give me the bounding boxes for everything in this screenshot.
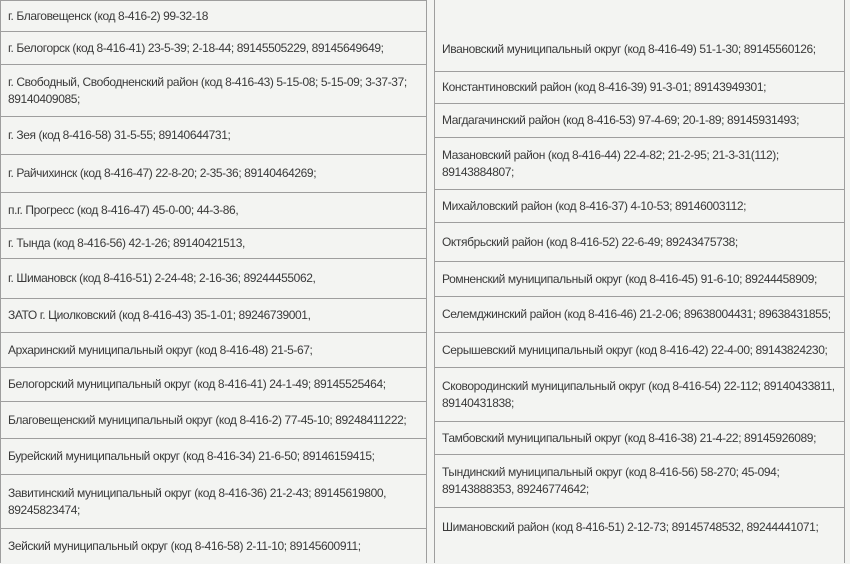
table-row: г. Белогорск (код 8-416-41) 23-5-39; 2-18-44; 89145505229, 89145649649; bbox=[1, 32, 426, 65]
table-row: г. Свободный, Свободненский район (код 8-416-43) 5-15-08; 5-15-09; 3-37-37; 89140409085; bbox=[1, 65, 426, 117]
phone-table-right-column bbox=[434, 0, 845, 563]
table-row: Магдагачинский район (код 8-416-53) 97-4-69; 20-1-89; 89145931493; bbox=[435, 104, 844, 138]
table-row: Архаринский муниципальный округ (код 8-416-48) 21-5-67; bbox=[1, 333, 426, 368]
table-row: п.г. Прогресс (код 8-416-47) 45-0-00; 44-3-86, bbox=[1, 193, 426, 229]
table-row: Михайловский район (код 8-416-37) 4-10-53; 89146003112; bbox=[435, 190, 844, 223]
table-row: Константиновский район (код 8-416-39) 91-3-01; 89143949301; bbox=[435, 72, 844, 104]
table-row: Серышевский муниципальный округ (код 8-416-42) 22-4-00; 89143824230; bbox=[435, 333, 844, 368]
table-row: г. Шимановск (код 8-416-51) 2-24-48; 2-16-36; 89244455062, bbox=[1, 259, 426, 299]
table-row: г. Благовещенск (код 8-416-2) 99-32-18 bbox=[1, 1, 426, 32]
table-row: Сковородинский муниципальный округ (код 8-416-54) 22-112; 89140433811, 89140431838; bbox=[435, 368, 844, 422]
table-row: Октябрьский район (код 8-416-52) 22-6-49; 89243475738; bbox=[435, 223, 844, 262]
table-row: Тамбовский муниципальный округ (код 8-416-38) 21-4-22; 89145926089; bbox=[435, 422, 844, 455]
table-row: г. Тында (код 8-416-56) 42-1-26; 89140421513, bbox=[1, 229, 426, 259]
table-row: Ромненский муниципальный округ (код 8-416-45) 91-6-10; 89244458909; bbox=[435, 262, 844, 297]
table-row: Тындинский муниципальный округ (код 8-416-56) 58-270; 45-094; 89143888353, 89246774642; bbox=[435, 455, 844, 508]
table-row: Селемджинский район (код 8-416-46) 21-2-06; 89638004431; 89638431855; bbox=[435, 297, 844, 333]
table-row: г. Райчихинск (код 8-416-47) 22-8-20; 2-35-36; 89140464269; bbox=[1, 155, 426, 193]
table-row: г. Зея (код 8-416-58) 31-5-55; 89140644731; bbox=[1, 117, 426, 155]
table-row: Белогорский муниципальный округ (код 8-416-41) 24-1-49; 89145525464; bbox=[1, 368, 426, 402]
table-row: Бурейский муниципальный округ (код 8-416-34) 21-6-50; 89146159415; bbox=[1, 439, 426, 475]
table-row: Благовещенский муниципальный округ (код 8-416-2) 77-45-10; 89248411222; bbox=[1, 402, 426, 439]
table-row: ЗАТО г. Циолковский (код 8-416-43) 35-1-01; 89246739001, bbox=[1, 299, 426, 333]
table-row: Завитинский муниципальный округ (код 8-416-36) 21-2-43; 89145619800, 89245823474; bbox=[1, 475, 426, 529]
table-row: Шимановский район (код 8-416-51) 2-12-73; 89145748532, 89244441071; bbox=[442, 520, 819, 534]
table-row: Мазановский район (код 8-416-44) 22-4-82; 21-2-95; 21-3-31(112); 89143884807; bbox=[435, 138, 844, 190]
table-row: Зейский муниципальный округ (код 8-416-58) 2-11-10; 89145600911; bbox=[8, 539, 361, 553]
table-row: Ивановский муниципальный округ (код 8-416-49) 51-1-30; 89145560126; bbox=[435, 0, 844, 72]
